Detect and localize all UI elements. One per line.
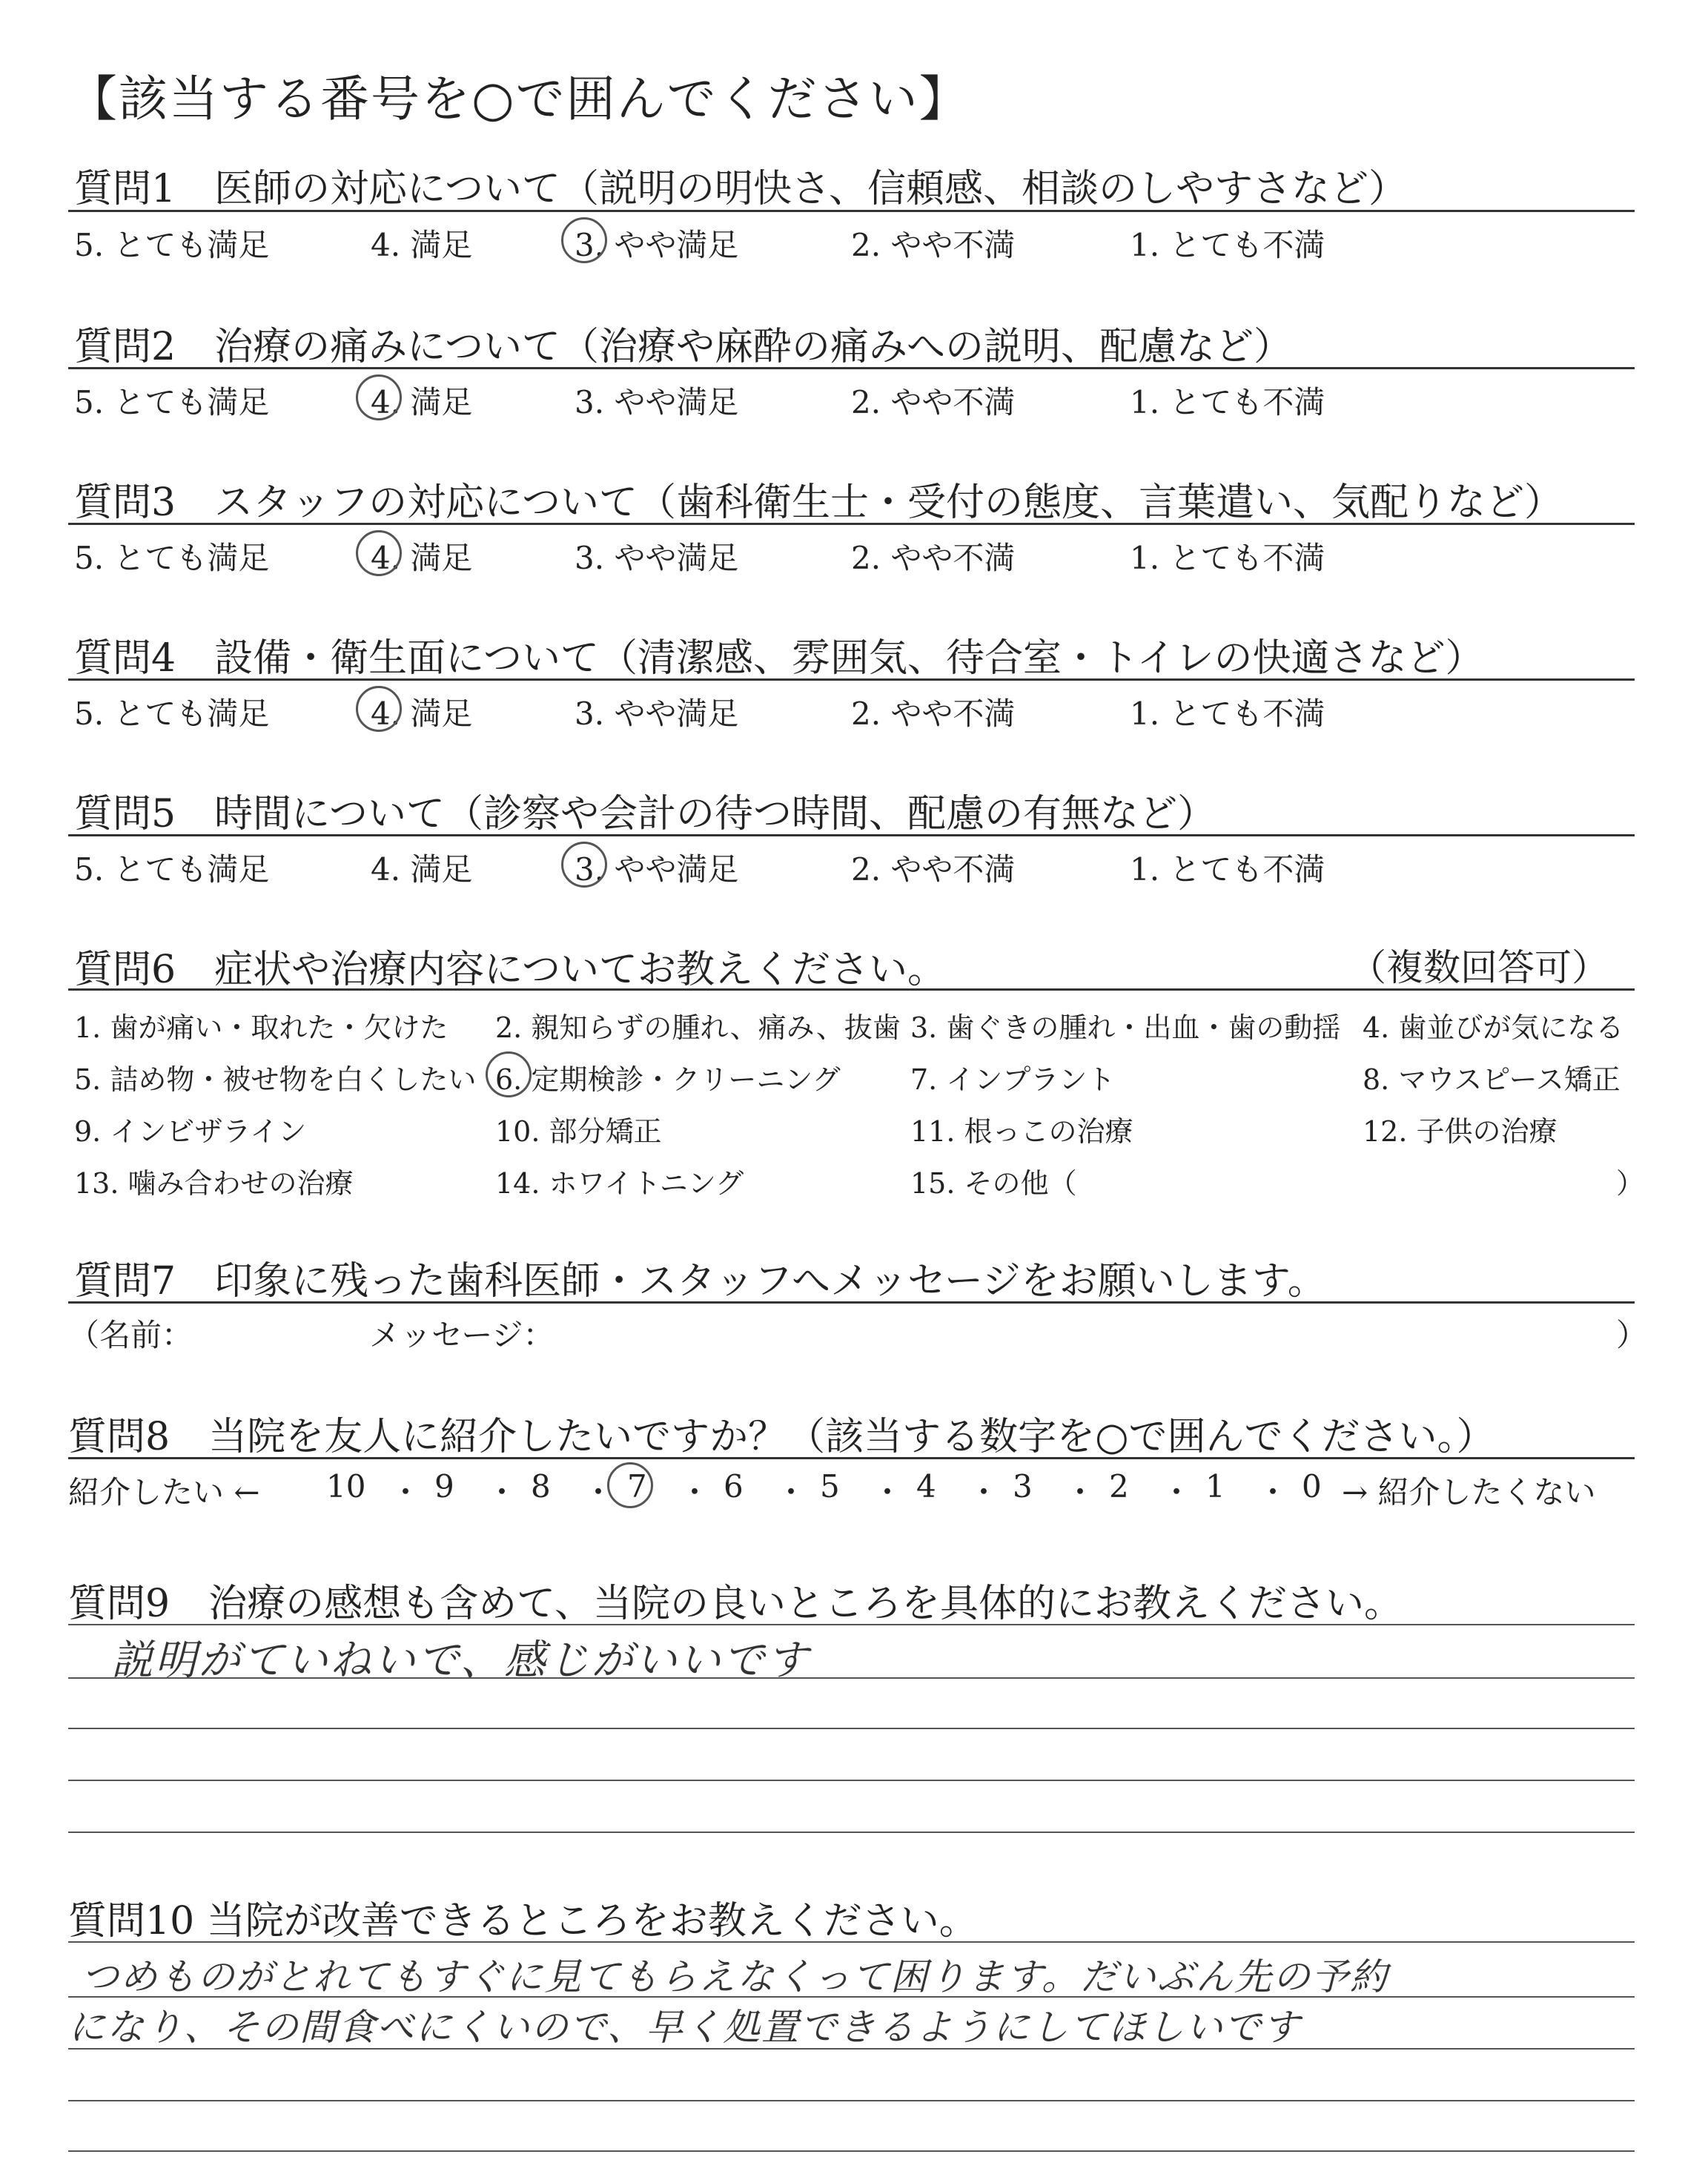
q2-option-5[interactable]: 5. とても満足 — [74, 384, 270, 420]
q3-option-4[interactable]: 4. 満足 — [371, 540, 473, 576]
q6-option-6[interactable]: 6. 定期検診・クリーニング — [495, 1063, 841, 1096]
q5-title: 質問5 時間について（診察や会計の待つ時間、配慮の有無など） — [74, 792, 1217, 836]
q7-rule — [68, 1301, 1635, 1304]
q4-option-4[interactable]: 4. 満足 — [371, 696, 473, 732]
q6-option-11[interactable]: 11. 根っこの治療 — [910, 1115, 1133, 1148]
q3-option-1[interactable]: 1. とても不満 — [1130, 540, 1325, 576]
q8-right-label: → 紹介したくない — [1342, 1474, 1596, 1510]
q3-rule — [68, 523, 1635, 525]
q10-handwritten-answer-line1: つめものがとれてもすぐに見てもらえなくって困ります。だいぶん先の予約 — [82, 1955, 1388, 1998]
q6-option-13[interactable]: 13. 噛み合わせの治療 — [74, 1167, 354, 1200]
q8-value-0[interactable]: 0 — [1302, 1468, 1322, 1505]
q9-answer-line — [68, 1780, 1635, 1781]
q9-answer-line — [68, 1677, 1635, 1679]
q8-value-6[interactable]: 6 — [724, 1468, 744, 1505]
q2-option-2[interactable]: 2. やや不満 — [851, 384, 1016, 420]
q4-option-5[interactable]: 5. とても満足 — [74, 696, 270, 732]
q6-option-10[interactable]: 10. 部分矯正 — [495, 1115, 662, 1148]
q8-dot: ・ — [1161, 1474, 1193, 1510]
q8-left-label: 紹介したい ← — [68, 1474, 260, 1510]
q9-rule — [68, 1624, 1635, 1625]
q7-title: 質問7 印象に残った歯科医師・スタッフへメッセージをお願いします。 — [74, 1259, 1326, 1304]
q8-value-4[interactable]: 4 — [916, 1468, 936, 1505]
q6-option-14[interactable]: 14. ホワイトニング — [495, 1167, 744, 1200]
q7-close-paren: ） — [1616, 1317, 1648, 1353]
q2-selection-circle — [356, 374, 402, 420]
q6-option-3[interactable]: 3. 歯ぐきの腫れ・出血・歯の動揺 — [910, 1011, 1341, 1044]
q6-option-5[interactable]: 5. 詰め物・被せ物を白くしたい — [74, 1063, 477, 1096]
q6-note: （複数回答可） — [1349, 946, 1609, 989]
q6-rule — [68, 988, 1635, 991]
q5-option-1[interactable]: 1. とても不満 — [1130, 851, 1325, 888]
q6-option-15[interactable]: 15. その他（ — [910, 1167, 1077, 1200]
q3-option-3[interactable]: 3. やや満足 — [575, 540, 739, 576]
q6-option-1[interactable]: 1. 歯が痛い・取れた・欠けた — [74, 1011, 448, 1044]
q6-option-9[interactable]: 9. インビザライン — [74, 1115, 307, 1148]
q7-name-label: （名前： — [68, 1317, 193, 1353]
q4-selection-circle — [356, 686, 402, 732]
q8-dot: ・ — [775, 1474, 807, 1510]
q3-option-5[interactable]: 5. とても満足 — [74, 540, 270, 576]
q6-title: 質問6 症状や治療内容についてお教えください。 — [74, 948, 947, 992]
q8-selection-circle — [607, 1462, 653, 1508]
q5-rule — [68, 834, 1635, 836]
q1-option-2[interactable]: 2. やや不満 — [851, 227, 1016, 263]
q1-selection-circle — [561, 217, 607, 263]
q5-option-5[interactable]: 5. とても満足 — [74, 851, 270, 888]
q4-option-3[interactable]: 3. やや満足 — [575, 696, 739, 732]
q8-dot: ・ — [872, 1474, 904, 1510]
q6-option-8[interactable]: 8. マウスピース矯正 — [1363, 1063, 1621, 1096]
q1-rule — [68, 210, 1635, 212]
q4-title: 質問4 設備・衛生面について（清潔感、雰囲気、待合室・トイレの快適さなど） — [74, 636, 1484, 681]
q8-dot: ・ — [486, 1474, 518, 1510]
q5-selection-circle — [561, 842, 607, 888]
q9-answer-line — [68, 1728, 1635, 1729]
q7-message-label: メッセージ： — [369, 1317, 555, 1353]
q10-answer-line — [68, 2048, 1635, 2050]
q6-option-7[interactable]: 7. インプラント — [910, 1063, 1116, 1096]
q8-dot: ・ — [1257, 1474, 1289, 1510]
q8-value-5[interactable]: 5 — [820, 1468, 840, 1505]
q8-dot: ・ — [390, 1474, 422, 1510]
q6-selection-circle — [486, 1051, 532, 1097]
q2-option-3[interactable]: 3. やや満足 — [575, 384, 739, 420]
q8-rule — [68, 1457, 1635, 1459]
q10-answer-line — [68, 2100, 1635, 2101]
q1-option-1[interactable]: 1. とても不満 — [1130, 227, 1325, 263]
q8-value-9[interactable]: 9 — [434, 1468, 454, 1505]
q8-dot: ・ — [679, 1474, 711, 1510]
q10-handwritten-answer-line2: になり、その間食べにくいので、早く処置できるようにしてほしいです — [68, 2006, 1301, 2049]
q1-option-4[interactable]: 4. 満足 — [371, 227, 473, 263]
q10-rule — [68, 1941, 1635, 1943]
q8-value-2[interactable]: 2 — [1109, 1468, 1129, 1505]
q3-selection-circle — [356, 530, 402, 576]
q8-dot: ・ — [968, 1474, 1000, 1510]
q8-dot: ・ — [583, 1474, 615, 1510]
q8-title: 質問8 当院を友人に紹介したいですか？（該当する数字を○で囲んでください。） — [68, 1415, 1495, 1459]
q9-handwritten-answer: 説明がていねいで、感じがいいです — [111, 1636, 810, 1685]
q2-title: 質問2 治療の痛みについて（治療や麻酔の痛みへの説明、配慮など） — [74, 325, 1293, 369]
q6-option-4[interactable]: 4. 歯並びが気になる — [1363, 1011, 1624, 1044]
q10-answer-line — [68, 2150, 1635, 2152]
q8-value-7[interactable]: 7 — [627, 1468, 647, 1505]
q1-option-3[interactable]: 3. やや満足 — [575, 227, 739, 263]
q8-value-10[interactable]: 10 — [326, 1468, 366, 1505]
q4-rule — [68, 678, 1635, 681]
q2-option-4[interactable]: 4. 満足 — [371, 384, 473, 420]
q1-title: 質問1 医師の対応について（説明の明快さ、信頼感、相談のしやすさなど） — [74, 167, 1407, 211]
q6-option-15-close: ） — [1616, 1167, 1645, 1200]
q6-option-2[interactable]: 2. 親知らずの腫れ、痛み、抜歯 — [495, 1011, 901, 1044]
q5-option-3[interactable]: 3. やや満足 — [575, 851, 739, 888]
q9-title: 質問9 治療の感想も含めて、当院の良いところを具体的にお教えください。 — [68, 1582, 1403, 1626]
q3-option-2[interactable]: 2. やや不満 — [851, 540, 1016, 576]
q2-option-1[interactable]: 1. とても不満 — [1130, 384, 1325, 420]
q1-option-5[interactable]: 5. とても満足 — [74, 227, 270, 263]
form-header: 【該当する番号を○で囲んでください】 — [68, 70, 970, 128]
q5-option-4[interactable]: 4. 満足 — [371, 851, 473, 888]
q9-answer-line — [68, 1832, 1635, 1833]
q6-option-12[interactable]: 12. 子供の治療 — [1363, 1115, 1558, 1148]
q10-title: 質問10 当院が改善できるところをお教えください。 — [68, 1899, 978, 1943]
q8-value-3[interactable]: 3 — [1013, 1468, 1033, 1505]
q5-option-2[interactable]: 2. やや不満 — [851, 851, 1016, 888]
q4-option-1[interactable]: 1. とても不満 — [1130, 696, 1325, 732]
q2-rule — [68, 367, 1635, 369]
q8-value-1[interactable]: 1 — [1205, 1468, 1225, 1505]
q8-value-8[interactable]: 8 — [531, 1468, 551, 1505]
q8-dot: ・ — [1065, 1474, 1096, 1510]
q3-title: 質問3 スタッフの対応について（歯科衛生士・受付の態度、言葉遣い、気配りなど） — [74, 480, 1563, 525]
q4-option-2[interactable]: 2. やや不満 — [851, 696, 1016, 732]
